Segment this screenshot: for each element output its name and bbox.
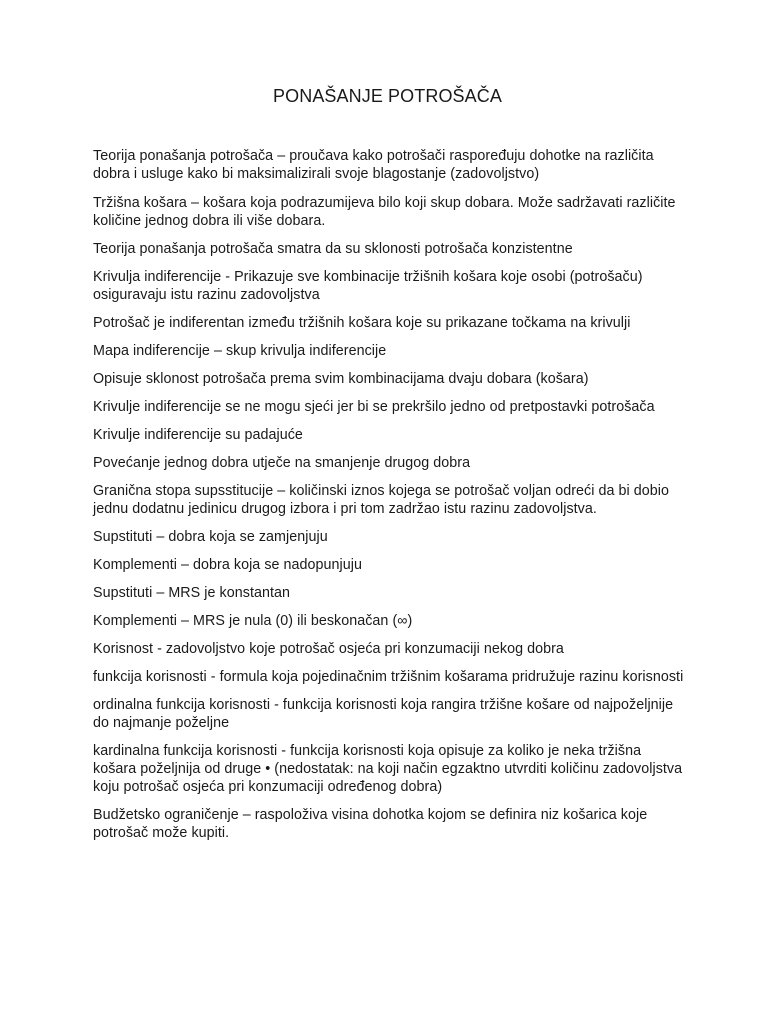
document-body: [93, 147, 688, 842]
paragraph: Tržišna košara – košara koja podrazumijeva bilo koji skup dobara. Može sadržavati različite količine jednog dobra ili više dobara.: [93, 195, 676, 229]
paragraph: Budžetsko ograničenje – raspoloživa visina dohotka kojom se definira niz košarica koje potrošač može kupiti.: [93, 807, 648, 841]
paragraph: Teorija ponašanja potrošača smatra da su sklonosti potrošača konzistentne: [93, 241, 573, 257]
paragraph: Opisuje sklonost potrošača prema svim kombinacijama dvaju dobara (košara): [93, 371, 589, 387]
document-title: PONAŠANJE POTROŠAČA: [273, 86, 502, 106]
paragraph: Krivulje indiferencije su padajuće: [93, 427, 303, 443]
paragraph: Povećanje jednog dobra utječe na smanjenje drugog dobra: [93, 455, 471, 471]
paragraph: Komplementi – MRS je nula (0) ili beskonačan (∞): [93, 613, 413, 629]
paragraph: Korisnost - zadovoljstvo koje potrošač osjeća pri konzumaciji nekog dobra: [93, 641, 564, 657]
paragraph: Mapa indiferencije – skup krivulja indiferencije: [93, 343, 387, 359]
paragraph: Teorija ponašanja potrošača – proučava kako potrošači raspoređuju dohotke na različita dobra i usluge kako bi maksimalizirali svoje blagostanje (zadovoljstvo): [93, 148, 654, 182]
paragraph: Potrošač je indiferentan između tržišnih košara koje su prikazane točkama na krivulji: [93, 315, 631, 331]
paragraph: Krivulja indiferencije - Prikazuje sve kombinacije tržišnih košara koje osobi (potrošaču) osiguravaju istu razinu zadovoljstva: [93, 269, 643, 303]
paragraph: funkcija korisnosti - formula koja pojedinačnim tržišnim košarama pridružuje razinu korisnosti: [93, 669, 684, 685]
paragraph: Komplementi – dobra koja se nadopunjuju: [93, 557, 363, 573]
paragraph: Supstituti – dobra koja se zamjenjuju: [93, 529, 328, 545]
paragraph: ordinalna funkcija korisnosti - funkcija korisnosti koja rangira tržišne košare od najpoželjnije do najmanje poželjne: [93, 697, 674, 731]
paragraph: kardinalna funkcija korisnosti - funkcija korisnosti koja opisuje za koliko je neka tržišna košara poželjnija od druge • (nedostatak: na koji način egzaktno utvrditi količinu zadovoljstva koju potrošač osjeća pri konzumaciji određenog dobra): [93, 743, 683, 795]
paragraph: Supstituti – MRS je konstantan: [93, 585, 290, 601]
paragraph: Granična stopa supsstitucije – količinski iznos kojega se potrošač voljan odreći da bi dobio jednu dodatnu jedinicu drugog izbora i pri tom zadržao istu razinu zadovoljstva.: [93, 483, 669, 517]
paragraph: Krivulje indiferencije se ne mogu sjeći jer bi se prekršilo jedno od pretpostavki potrošača: [93, 399, 655, 415]
